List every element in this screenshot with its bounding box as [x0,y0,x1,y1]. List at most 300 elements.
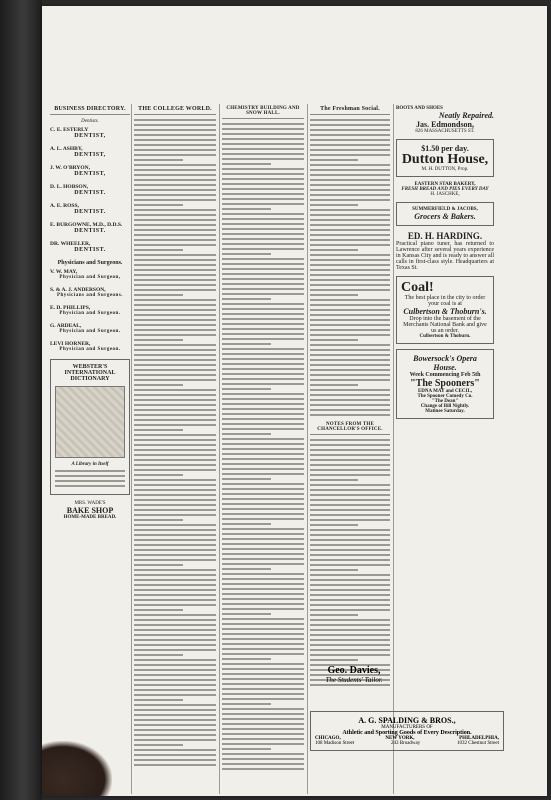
text-line [222,508,304,510]
text-line [222,438,304,440]
text-line [134,764,216,766]
text-line [222,313,304,315]
text-line [134,714,216,716]
text-line [134,424,216,426]
text-line [134,624,216,626]
davies-tailor-ad [310,661,398,688]
text-line [222,573,304,575]
text-line [134,744,183,746]
edmondson-address: 826 MASSACHUSETTS ST. [415,129,475,134]
text-line [310,644,390,646]
text-line [134,674,216,676]
text-line [134,119,216,121]
text-line [134,514,216,516]
text-line [310,549,390,551]
text-line [310,284,390,286]
text-line [222,198,304,200]
text-line [134,759,216,761]
text-line [310,539,390,541]
webster-title: WEBSTER'S INTERNATIONAL DICTIONARY [64,364,116,382]
culbertson-text: Drop into the basement of the Merchants National Bank and give us an order. [403,316,487,334]
dentist-role: DENTIST. [74,209,106,215]
text-line [310,484,390,486]
text-line [222,153,304,155]
text-line [310,324,390,326]
text-line [310,459,390,461]
text-line [134,704,216,706]
text-line [222,503,304,505]
text-line [134,204,183,206]
week-label: Week Commencing Feb 5th [409,372,481,378]
text-line [222,423,304,425]
text-line [222,708,304,710]
text-line [134,689,216,691]
text-line [222,613,271,615]
text-line [222,273,304,275]
text-line [222,173,304,175]
culbertson-name: Culbertson & Thoburn's. [403,307,487,316]
text-line [310,299,390,301]
text-line [310,589,390,591]
text-line [310,609,390,611]
text-line [134,724,216,726]
text-line [310,654,390,656]
text-line [310,624,390,626]
text-line [222,728,304,730]
edmondson-name: Jas. Edmondson, [415,120,475,129]
dentist-role: DENTIST, [74,171,106,177]
text-line [310,374,390,376]
text-line [310,269,390,271]
text-line [222,243,304,245]
text-line [134,564,183,566]
text-line [134,644,216,646]
physician-name: LEVI HORNER, [50,341,91,347]
text-line [222,528,304,530]
text-line [134,634,216,636]
text-line [222,538,304,540]
text-line [222,318,304,320]
text-line [310,184,390,186]
text-line [134,734,216,736]
text-line [310,214,390,216]
spooner-company: The Spooner Comedy Co. [417,394,473,399]
text-line [134,459,216,461]
dutton-owner: M. H. DUTTON, Prop. [421,167,469,172]
text-line [222,218,304,220]
text-line [310,504,390,506]
text-line [134,319,216,321]
text-line [222,443,304,445]
dentist-entry [50,146,130,158]
text-line [222,148,304,150]
text-line [222,358,304,360]
text-line [310,194,390,196]
address-label: 1032 Chestnut Street [457,741,499,746]
text-line [134,134,216,136]
text-line [134,684,216,686]
physician-role: Physician and Surgeon. [59,347,121,352]
text-line [134,569,216,571]
text-line [134,354,216,356]
text-line [310,449,390,451]
text-line [310,144,390,146]
text-line [222,458,304,460]
text-line [222,668,304,670]
text-line [310,639,390,641]
text-line [134,609,183,611]
text-line [222,753,304,755]
text-line [134,239,216,241]
text-line [134,409,216,411]
text-line [310,409,390,411]
text-line [134,449,216,451]
text-line [222,663,304,665]
text-line [310,304,390,306]
text-line [222,343,271,345]
harding-name: ED. H. HARDING. [407,231,483,241]
text-line [310,599,390,601]
text-line [134,194,216,196]
text-line [134,719,216,721]
text-line [134,179,216,181]
text-line [134,519,183,521]
text-line [310,579,390,581]
text-line [222,743,304,745]
text-line [134,209,216,211]
text-line [134,594,216,596]
text-line [222,233,304,235]
text-line [134,214,216,216]
text-line [310,309,390,311]
text-line [134,599,216,601]
text-line [134,314,216,316]
text-line [310,614,358,616]
dentist-name: J. W. O'BRYON, [50,165,90,171]
chemistry-header: CHEMISTRY BUILDING AND SNOW HALL. [222,106,304,119]
text-line [222,328,304,330]
text-line [134,484,216,486]
physician-role: Physician and Surgeon. [59,311,121,316]
text-line [134,729,216,731]
text-line [310,224,390,226]
spooners-title: "The Spooners" [410,378,480,389]
text-line [310,124,390,126]
text-line [222,193,304,195]
webster-dictionary-ad [50,359,130,495]
physician-entry [50,323,130,334]
text-line [134,469,216,471]
text-line [134,574,216,576]
text-line [134,169,216,171]
text-line [134,359,216,361]
text-line [222,643,304,645]
text-line [222,563,304,565]
the-dean-label: "The Dean" [431,399,459,404]
text-line [134,474,183,476]
text-line [134,414,216,416]
text-line [310,514,390,516]
text-line [134,324,216,326]
chemistry-text [222,123,304,770]
dentist-name: A. E. ROSS, [50,203,79,209]
text-line [310,389,390,391]
text-line [222,603,304,605]
text-line [222,703,271,705]
text-line [222,533,304,535]
dentist-name: E. BURGOWNE, M.D., D.D.S. [50,222,123,228]
column-rule [219,104,220,794]
book-binding [0,0,42,800]
bakery-owner: MRS. WADE'S [74,501,106,506]
spalding-ad [310,711,504,751]
city-label: NEW YORK, [385,736,415,741]
jaschke-name: H. JASCHKE, [430,192,460,197]
spalding-name: A. G. SPALDING & BROS., [358,716,456,725]
text-line [310,354,390,356]
dentist-role: DENTIST, [74,152,106,158]
text-line [134,699,183,701]
text-line [222,548,304,550]
text-line [134,499,216,501]
text-line [310,489,390,491]
text-line [134,754,216,756]
webster-body-text [55,470,125,487]
text-line [222,713,304,715]
text-line [310,249,358,251]
text-line [222,658,271,660]
edna-may-label: EDNA MAY and CECIL, [417,389,473,394]
text-line [134,464,216,466]
dictionary-illustration [55,386,125,458]
text-line [134,274,216,276]
text-line [222,583,304,585]
text-line [310,119,390,121]
text-line [134,339,183,341]
text-line [222,618,304,620]
text-line [222,768,304,770]
harding-text: Practical piano tuner, has returned to Lawrence after several years experience in Kansas City and is ready to answer all calls in first-class style. Headquarters at Texas St. [396,241,494,271]
text-line [134,259,216,261]
text-line [134,184,216,186]
text-line [222,688,304,690]
text-line [134,139,216,141]
text-line [222,138,304,140]
physician-entry [50,341,130,352]
text-line [222,653,304,655]
text-line [134,399,216,401]
text-line [134,384,183,386]
advertisements-column [396,106,494,424]
physician-entry [50,305,130,316]
eastern-star-bakery-ad [396,182,494,197]
text-line [310,529,390,531]
text-line [134,149,216,151]
text-line [310,619,390,621]
text-line [134,349,216,351]
text-line [310,364,390,366]
column-rule [393,104,394,794]
text-line [310,264,390,266]
text-line [310,499,390,501]
text-line [222,413,304,415]
text-line [310,239,390,241]
text-line [222,178,304,180]
text-line [310,554,390,556]
physician-name: G. ARDEAL, [50,323,82,329]
text-line [222,258,304,260]
text-line [134,489,216,491]
text-line [222,388,271,390]
text-line [134,334,216,336]
davies-subtitle: The Students' Tailor. [325,676,383,684]
dentist-role: DENTIST, [74,133,106,139]
text-line [134,299,216,301]
text-line [310,154,390,156]
text-line [134,639,216,641]
text-line [134,669,216,671]
opera-house-name: Bowersock's Opera House. [413,354,477,372]
text-line [222,693,304,695]
text-line [222,598,304,600]
text-line [134,229,216,231]
freshman-social-header: The Freshman Social. [310,106,390,115]
change-of-bill: Change of Bill Nightly. [420,404,470,409]
text-line [222,518,304,520]
text-line [222,143,304,145]
text-line [134,284,216,286]
text-line [134,524,216,526]
text-line [310,569,358,571]
text-line [310,604,390,606]
text-line [310,494,390,496]
text-line [134,604,216,606]
text-line [134,144,216,146]
text-line [222,568,271,570]
text-line [310,379,390,381]
shoe-repair-ad [396,106,494,134]
text-line [310,469,390,471]
text-line [222,608,304,610]
text-line [222,223,304,225]
text-line [222,338,304,340]
text-line [310,369,390,371]
text-line [310,254,390,256]
webster-subtitle: A Library in Itself [71,462,109,467]
text-line [222,373,304,375]
dutton-name: Dutton House, [401,152,489,167]
column-rule [131,104,132,794]
text-line [310,594,390,596]
college-world-column [134,106,216,769]
text-line [134,749,216,751]
business-directory-header: BUSINESS DIRECTORY. [50,106,130,115]
text-line [222,638,304,640]
text-line [134,584,216,586]
text-line [310,339,358,341]
chancellor-notes-text [310,439,390,686]
freshman-social-text [310,119,390,416]
grocers-ad [396,202,494,226]
dutton-house-ad [396,139,494,177]
dentist-entry [50,241,130,253]
text-line [222,183,304,185]
text-line [222,128,304,130]
text-line [222,763,304,765]
text-line [222,453,304,455]
physicians-subheader: Physicians and Surgeons. [57,260,123,266]
physician-role: Physician and Surgeon. [59,329,121,334]
text-line [222,428,304,430]
text-line [222,378,304,380]
text-line [222,353,304,355]
text-line [222,238,304,240]
text-line [310,519,390,521]
text-line [222,398,304,400]
dentist-name: A. L. ASHBY, [50,146,83,152]
text-line [134,419,216,421]
text-line [134,219,216,221]
city-label: CHICAGO, [315,736,341,741]
chemistry-column [222,106,304,773]
text-line [310,384,358,386]
matinee-label: Matinee Saturday. [425,409,465,414]
davies-name: Geo. Davies, [327,665,381,676]
opera-house-ad [396,349,494,419]
spalding-addresses [315,741,499,746]
dentist-name: C. E. ESTERLY [50,127,89,133]
text-line [222,208,271,210]
text-line [222,468,304,470]
text-line [222,698,304,700]
text-line [134,614,216,616]
grocers-label: Grocers & Bakers. [414,212,476,221]
text-line [222,163,271,165]
text-line [222,748,271,750]
text-line [134,694,216,696]
text-line [310,464,390,466]
text-line [134,539,216,541]
text-line [222,268,304,270]
physician-entry [50,287,130,298]
coal-heading: Coal! [401,280,434,295]
address-label: 108 Madison Street [315,741,355,746]
dentist-entry [50,184,130,196]
text-line [310,574,390,576]
text-line [222,418,304,420]
text-line [222,648,304,650]
text-line [222,628,304,630]
freshman-social-column [310,106,390,689]
text-line [310,394,390,396]
text-line [134,629,216,631]
text-line [310,159,358,161]
text-line [222,523,271,525]
culbertson-signature: Culbertson & Thoburn. [419,334,471,339]
text-line [134,389,216,391]
text-line [222,333,304,335]
text-line [134,509,216,511]
physician-role: Physician and Surgeon, [59,275,121,280]
text-line [222,433,271,435]
text-line [134,304,216,306]
text-line [310,634,390,636]
text-line [134,224,216,226]
text-line [222,673,304,675]
text-line [310,259,390,261]
text-line [134,129,216,131]
text-line [134,344,216,346]
